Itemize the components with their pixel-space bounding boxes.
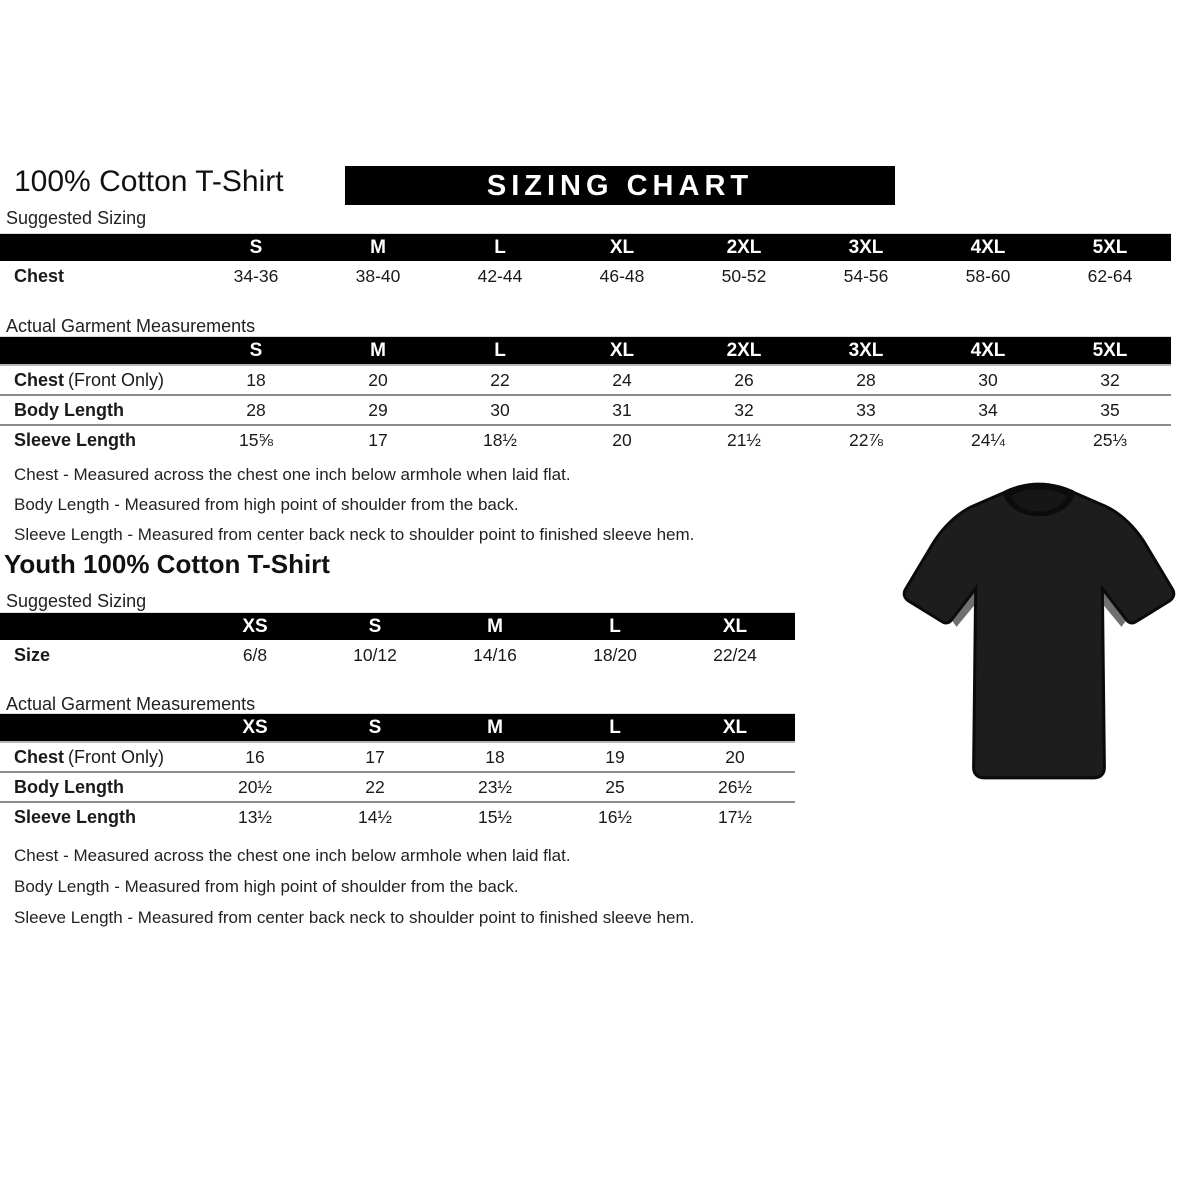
youth-section-title: Youth 100% Cotton T-Shirt (4, 549, 330, 579)
note-line: Sleeve Length - Measured from center back neck to shoulder point to finished sleeve hem. (14, 908, 695, 927)
row-label (0, 777, 195, 798)
size-column-header: S (249, 340, 263, 361)
table-cell: 31 (612, 399, 632, 420)
row-label-text: Body Length (14, 399, 124, 420)
row-label-note: (Front Only) (68, 746, 165, 767)
row-label-text: Size (14, 644, 51, 665)
row-label-text: Body Length (14, 776, 124, 797)
size-column-header: L (494, 237, 506, 258)
table-cell: 22/24 (713, 644, 757, 665)
sizing-chart-banner: SIZING CHART (345, 166, 895, 205)
table-cell: 58-60 (965, 265, 1011, 286)
table-cell: 46-48 (599, 265, 645, 286)
row-label (0, 807, 195, 828)
table-cell: 16½ (597, 806, 633, 827)
table-row-sleeve-length (0, 424, 1171, 454)
table-cell: 42-44 (477, 265, 523, 286)
row-label (0, 645, 195, 666)
size-column-header: XL (609, 237, 635, 258)
adult-suggested-header-row (0, 234, 1171, 261)
table-cell: 18½ (482, 429, 518, 450)
row-label (0, 430, 195, 451)
table-row-sleeve-length (0, 801, 795, 831)
size-column-header: M (370, 340, 386, 361)
header-spacer (0, 714, 195, 741)
size-column-header: 4XL (970, 237, 1006, 258)
note-line: Sleeve Length - Measured from center back neck to shoulder point to finished sleeve hem. (14, 525, 695, 544)
row-label-text: Chest (14, 369, 65, 390)
row-label (0, 370, 195, 391)
adult-suggested-sizing-table (0, 233, 1171, 291)
table-cell: 20 (612, 429, 632, 450)
table-cell: 18/20 (593, 644, 637, 665)
black-tshirt-image (888, 468, 1190, 810)
size-column-header: S (368, 616, 382, 637)
table-cell: 22⅞ (848, 429, 884, 450)
size-column-header: XS (242, 717, 268, 738)
row-label-text: Chest (14, 265, 65, 286)
size-column-header: L (494, 340, 506, 361)
adult-actual-measurements-label: Actual Garment Measurements (6, 316, 256, 336)
table-cell: 14½ (357, 806, 393, 827)
size-column-header: 3XL (848, 237, 884, 258)
table-row-chest (0, 743, 795, 771)
table-cell: 15½ (477, 806, 513, 827)
table-cell: 28 (856, 369, 876, 390)
table-cell: 25 (605, 776, 625, 797)
size-column-header: XL (722, 717, 748, 738)
size-column-header: 4XL (970, 340, 1006, 361)
size-column-header: L (609, 717, 621, 738)
table-cell: 50-52 (721, 265, 767, 286)
adult-measurement-notes (14, 460, 694, 550)
row-label (0, 747, 195, 768)
table-cell: 20 (725, 746, 745, 767)
table-cell: 32 (1100, 369, 1120, 390)
table-row-body-length (0, 394, 1171, 424)
table-cell: 22 (365, 776, 385, 797)
row-label (0, 266, 195, 287)
table-row-body-length (0, 771, 795, 801)
table-cell: 21½ (726, 429, 762, 450)
adult-actual-measurements-table (0, 336, 1171, 454)
size-column-header: XL (609, 340, 635, 361)
header-spacer (0, 234, 195, 261)
youth-actual-measurements-label: Actual Garment Measurements (6, 694, 256, 714)
table-cell: 20½ (237, 776, 273, 797)
table-cell: 20 (368, 369, 388, 390)
size-column-header: M (370, 237, 386, 258)
note-line: Body Length - Measured from high point of shoulder from the back. (14, 877, 519, 896)
table-cell: 15⅝ (238, 429, 274, 450)
header-spacer (0, 613, 195, 640)
table-cell: 34 (978, 399, 998, 420)
table-cell: 10/12 (353, 644, 397, 665)
table-cell: 18 (485, 746, 505, 767)
table-cell: 33 (856, 399, 876, 420)
table-cell: 17 (365, 746, 385, 767)
table-cell: 17½ (717, 806, 753, 827)
adult-suggested-sizing-label: Suggested Sizing (6, 208, 147, 228)
table-row-chest (0, 366, 1171, 394)
table-cell: 6/8 (242, 644, 268, 665)
youth-suggested-sizing-table (0, 612, 795, 670)
youth-suggested-header-row (0, 613, 795, 640)
size-column-header: 5XL (1092, 340, 1128, 361)
table-cell: 14/16 (473, 644, 517, 665)
table-cell: 38-40 (355, 265, 401, 286)
table-cell: 24 (612, 369, 632, 390)
table-cell: 30 (490, 399, 510, 420)
size-column-header: 5XL (1092, 237, 1128, 258)
size-column-header: M (487, 616, 503, 637)
table-cell: 34-36 (233, 265, 279, 286)
row-label-text: Sleeve Length (14, 429, 137, 450)
table-row (0, 261, 1171, 291)
row-label-text: Chest (14, 746, 65, 767)
size-column-header: L (609, 616, 621, 637)
size-column-header: 3XL (848, 340, 884, 361)
youth-actual-header-row (0, 714, 795, 743)
tshirt-body-shape (904, 484, 1174, 778)
youth-actual-measurements-table (0, 713, 795, 831)
size-column-header: 2XL (726, 237, 762, 258)
table-cell: 35 (1100, 399, 1120, 420)
table-cell: 19 (605, 746, 625, 767)
adult-actual-header-row (0, 337, 1171, 366)
table-cell: 62-64 (1087, 265, 1133, 286)
table-cell: 13½ (237, 806, 273, 827)
youth-suggested-sizing-label: Suggested Sizing (6, 591, 147, 611)
note-line: Chest - Measured across the chest one inch below armhole when laid flat. (14, 465, 571, 484)
table-cell: 28 (246, 399, 266, 420)
table-cell: 25⅓ (1092, 429, 1128, 450)
size-column-header: S (368, 717, 382, 738)
row-label (0, 400, 195, 421)
size-column-header: S (249, 237, 263, 258)
table-cell: 29 (368, 399, 388, 420)
table-cell: 26½ (717, 776, 753, 797)
table-cell: 24¼ (970, 429, 1006, 450)
table-cell: 16 (245, 746, 265, 767)
table-row-size (0, 640, 795, 670)
size-column-header: XL (722, 616, 748, 637)
note-line: Body Length - Measured from high point of shoulder from the back. (14, 495, 519, 514)
page-title: 100% Cotton T-Shirt (14, 165, 284, 198)
table-cell: 18 (246, 369, 266, 390)
youth-measurement-notes (14, 840, 694, 933)
header-spacer (0, 337, 195, 364)
table-cell: 54-56 (843, 265, 889, 286)
table-cell: 17 (368, 429, 388, 450)
table-cell: 30 (978, 369, 998, 390)
size-column-header: M (487, 717, 503, 738)
row-label-text: Sleeve Length (14, 806, 137, 827)
note-line: Chest - Measured across the chest one inch below armhole when laid flat. (14, 846, 571, 865)
table-cell: 22 (490, 369, 510, 390)
row-label-note: (Front Only) (68, 369, 165, 390)
size-column-header: 2XL (726, 340, 762, 361)
table-cell: 32 (734, 399, 754, 420)
size-column-header: XS (242, 616, 268, 637)
table-cell: 26 (734, 369, 754, 390)
table-cell: 23½ (477, 776, 513, 797)
